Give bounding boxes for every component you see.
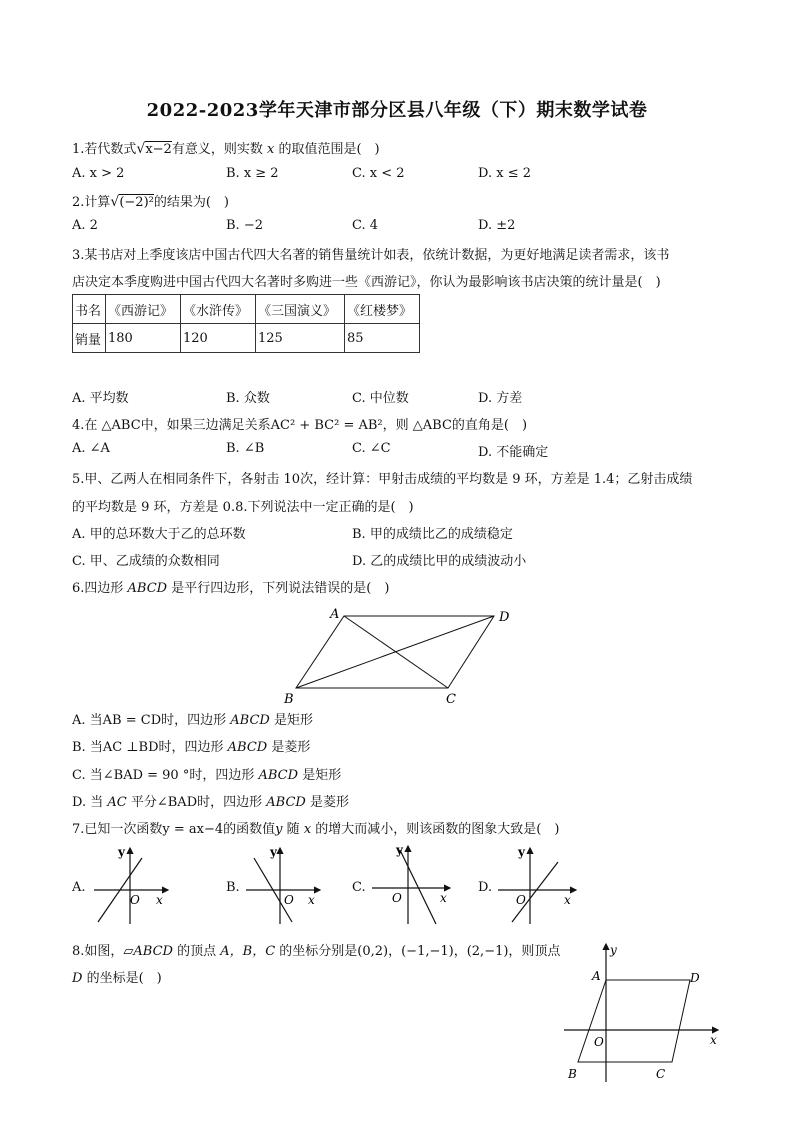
diagonal-bd [296, 616, 494, 688]
q7-graph-d[interactable] [496, 842, 580, 926]
table-cell: 180 [106, 324, 181, 353]
q8-text-b: 的顶点 [177, 944, 217, 959]
q5-option-c[interactable]: C. 甲、乙成绩的众数相同 [72, 554, 220, 569]
q6-option-b[interactable] [72, 736, 310, 755]
q1-var: x [266, 142, 275, 157]
vertex-label-a: A [330, 607, 340, 622]
q6-name: ABCD [127, 581, 168, 596]
q7-var-y: y [275, 822, 283, 837]
q5-option-d[interactable]: D. 乙的成绩比甲的成绩波动小 [352, 554, 527, 569]
axis-label-x: x [564, 893, 571, 907]
question-7 [72, 818, 559, 837]
sales-table [72, 294, 420, 353]
q2-option-d[interactable]: D. ±2 [478, 218, 516, 233]
q4-option-b[interactable]: B. ∠B [226, 441, 265, 456]
point-label-a: A [592, 969, 601, 983]
q7-var-x: x [303, 822, 312, 837]
q3-option-a[interactable]: A. 平均数 [72, 391, 129, 406]
axis-label-y: y [396, 843, 403, 857]
q8-line-2-text: 的坐标是( ) [86, 971, 162, 986]
q6-option-d-post: 是菱形 [309, 795, 349, 810]
q4-option-c[interactable]: C. ∠C [352, 441, 391, 456]
q6-option-a[interactable] [72, 709, 313, 728]
q2-radicand: (−2)² [119, 195, 154, 210]
axis-label-y: y [518, 845, 525, 859]
q2-option-a[interactable]: A. 2 [72, 218, 98, 233]
vertex-label-b: B [284, 692, 294, 707]
q6-option-d-name2: ABCD [266, 795, 306, 810]
q7-option-d-letter[interactable]: D. [478, 880, 493, 895]
vertex-label-c: C [446, 692, 456, 707]
q2-option-c[interactable]: C. 4 [352, 218, 379, 233]
axis-label-x: x [710, 1033, 717, 1047]
table-header-cell: 《西游记》 [106, 295, 181, 324]
q2-text-a: 2.计算 [72, 195, 111, 210]
coordinate-parallelogram-figure [560, 940, 730, 1090]
table-cell: 85 [345, 324, 420, 353]
q7-option-a-letter[interactable]: A. [72, 880, 86, 895]
q6-text-a: 6.四边形 [72, 581, 124, 596]
table-cell: 销量 [73, 324, 106, 353]
q6-option-b-pre: B. 当AC ⊥BD时，四边形 [72, 740, 224, 755]
table-cell: 120 [181, 324, 256, 353]
q6-option-c-pre: C. 当∠BAD = 90 °时，四边形 [72, 768, 255, 783]
q7-text-c: 的增大而减小，则该函数的图象大致是( ) [315, 822, 560, 837]
point-label-b: B [568, 1067, 577, 1081]
q1-text-c: 的取值范围是( ) [278, 142, 380, 157]
origin-label: O [392, 891, 402, 905]
function-line [512, 862, 558, 922]
q1-option-a[interactable]: A. x > 2 [72, 166, 125, 181]
point-label-c: C [656, 1067, 666, 1081]
table-header-cell: 书名 [73, 295, 106, 324]
table-header-cell: 《水浒传》 [181, 295, 256, 324]
q6-option-d-name: AC [107, 795, 127, 810]
q6-text-b: 是平行四边形，下列说法错误的是( ) [171, 581, 390, 596]
sqrt-symbol: √ [136, 141, 146, 157]
question-4: 4.在 △ABC中，如果三边满足关系AC² + BC² = AB²，则 △ABC的直角是( ) [72, 418, 528, 433]
axis-label-y: y [270, 845, 277, 859]
origin-label: O [284, 893, 294, 907]
q6-option-a-pre: A. 当AB = CD时，四边形 [72, 713, 227, 728]
q1-radicand: x−2 [145, 142, 172, 157]
axis-label-x: x [156, 893, 163, 907]
question-6 [72, 577, 389, 596]
table-row [73, 324, 420, 353]
q3-option-d[interactable]: D. 方差 [478, 391, 523, 406]
parallelogram-abcd [578, 980, 690, 1062]
question-8-line-2 [72, 967, 162, 986]
origin-label: O [130, 893, 140, 907]
axis-label-y: y [610, 943, 617, 957]
q1-option-d[interactable]: D. x ≤ 2 [478, 166, 531, 181]
question-3-line-1: 3.某书店对上季度该店中国古代四大名著的销售量统计如表，依统计数据，为更好地满足读者需求，该书 [72, 248, 670, 263]
question-5-line-2: 的平均数是 9 环，方差是 0.8.下列说法中一定正确的是( ) [72, 500, 414, 515]
q5-option-b[interactable]: B. 甲的成绩比乙的成绩稳定 [352, 527, 513, 542]
q7-text-b: 随 [286, 822, 300, 837]
q8-text-c: 的坐标分别是(0,2)，(−1,−1)，(2,−1)，则顶点 [279, 944, 561, 959]
q8-name: ABCD [133, 944, 173, 959]
q4-option-a[interactable]: A. ∠A [72, 441, 110, 456]
q1-option-b[interactable]: B. x ≥ 2 [226, 166, 279, 181]
q6-option-c-post: 是矩形 [302, 768, 342, 783]
origin-label: O [594, 1035, 604, 1049]
question-5-line-1: 5.甲、乙两人在相同条件下，各射击 10次，经计算：甲射击成绩的平均数是 9 环，方差是 1.4；乙射击成绩 [72, 472, 693, 487]
q2-text-b: 的结果为( ) [153, 195, 230, 210]
q8-var-d: D [72, 971, 83, 986]
q8-text-a: 8.如图，▱ [72, 944, 134, 959]
question-8-line-1 [72, 940, 560, 959]
question-3-line-2: 店决定本季度购进中国古代四大名著时多购进一些《西游记》，你认为最影响该书店决策的统计量是( ) [72, 275, 661, 290]
q7-graph-b[interactable] [244, 842, 324, 926]
q7-graph-c[interactable] [370, 840, 454, 926]
table-header-row [73, 295, 420, 324]
q3-option-b[interactable]: B. 众数 [226, 391, 270, 406]
q6-option-a-post: 是矩形 [273, 713, 313, 728]
q6-option-c[interactable] [72, 764, 341, 783]
q6-option-d[interactable] [72, 791, 349, 810]
table-cell: 125 [256, 324, 345, 353]
axis-label-x: x [308, 893, 315, 907]
q6-option-a-name: ABCD [230, 713, 270, 728]
q6-option-b-post: 是菱形 [271, 740, 311, 755]
table-header-cell: 《红楼梦》 [345, 295, 420, 324]
q8-points: A，B，C [220, 944, 276, 959]
origin-label: O [516, 893, 526, 907]
q6-option-c-name: ABCD [258, 768, 299, 783]
question-2 [72, 191, 229, 210]
q7-graph-a[interactable] [92, 842, 172, 926]
vertex-label-d: D [499, 610, 510, 625]
q7-text: 7.已知一次函数y = ax−4的函数值 [72, 822, 276, 837]
q5-option-a[interactable]: A. 甲的总环数大于乙的总环数 [72, 527, 246, 542]
question-1 [72, 138, 380, 157]
q7-option-c-letter[interactable]: C. [352, 880, 366, 895]
q1-text-b: 有意义，则实数 [171, 142, 263, 157]
function-line [400, 850, 436, 924]
q1-option-c[interactable]: C. x < 2 [352, 166, 405, 181]
point-label-d: D [690, 971, 700, 985]
q4-option-d[interactable]: D. 不能确定 [478, 445, 549, 460]
parallelogram-figure [280, 600, 520, 710]
sqrt-symbol: √ [110, 194, 120, 210]
table-header-cell: 《三国演义》 [256, 295, 345, 324]
q6-option-d-mid: 平分∠BAD时，四边形 [130, 795, 263, 810]
axis-label-x: x [440, 891, 447, 905]
axis-label-y: y [118, 845, 125, 859]
q7-option-b-letter[interactable]: B. [226, 880, 240, 895]
exam-title: 2022-2023学年天津市部分区县八年级（下）期末数学试卷 [146, 100, 648, 121]
q6-option-b-name: ABCD [227, 740, 268, 755]
q3-option-c[interactable]: C. 中位数 [352, 391, 409, 406]
q1-text-a: 1.若代数式 [72, 142, 137, 157]
q2-option-b[interactable]: B. −2 [226, 218, 263, 233]
q6-option-d-pre: D. 当 [72, 795, 104, 810]
